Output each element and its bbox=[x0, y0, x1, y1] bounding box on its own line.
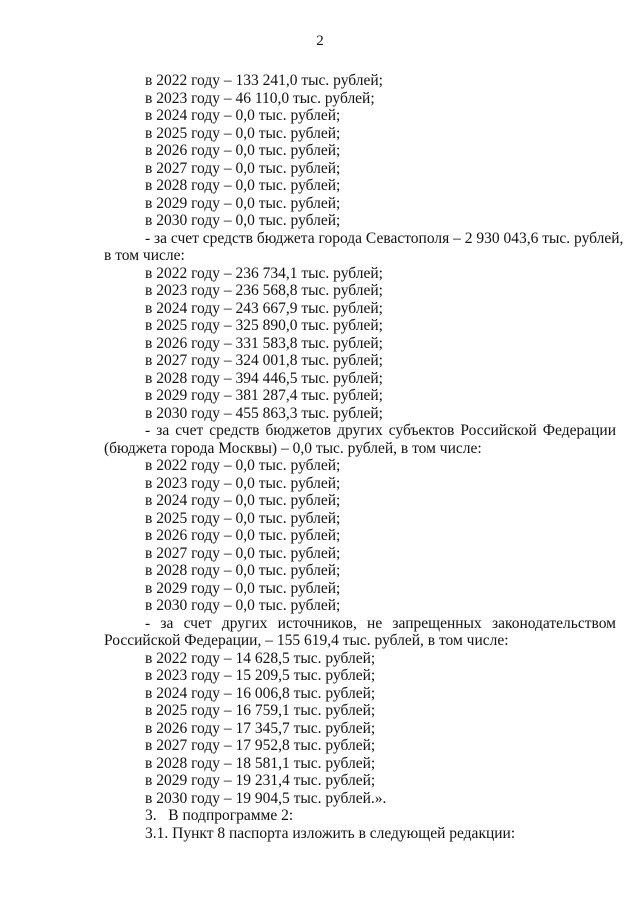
funding-year-line: в 2028 году – 18 581,1 тыс. рублей; bbox=[145, 754, 376, 772]
funding-year-line: в 2030 году – 0,0 тыс. рублей; bbox=[145, 212, 341, 229]
paragraph-line: - за счет средств бюджета города Севастополя – 2 930 043,6 тыс. рублей, bbox=[145, 229, 624, 247]
funding-year-line: в 2025 году – 325 890,0 тыс. рублей; bbox=[145, 317, 383, 334]
document-body bbox=[104, 72, 624, 842]
funding-year-line: в 2023 году – 46 110,0 тыс. рублей; bbox=[145, 89, 375, 107]
funding-year-line: в 2029 году – 381 287,4 тыс. рублей; bbox=[145, 387, 383, 404]
funding-year-line: в 2024 году – 243 667,9 тыс. рублей; bbox=[145, 299, 383, 317]
funding-year-line: в 2028 году – 0,0 тыс. рублей; bbox=[145, 177, 341, 194]
item-3-heading: 3. В подпрограмме 2: bbox=[145, 807, 294, 824]
funding-year-line: в 2027 году – 17 952,8 тыс. рублей; bbox=[145, 737, 376, 754]
funding-year-line: в 2022 году – 236 734,1 тыс. рублей; bbox=[145, 264, 383, 282]
funding-year-line: в 2024 году – 0,0 тыс. рублей; bbox=[145, 492, 341, 509]
funding-year-line: в 2030 году – 455 863,3 тыс. рублей; bbox=[145, 404, 383, 422]
funding-year-line: в 2027 году – 324 001,8 тыс. рублей; bbox=[145, 352, 383, 369]
funding-year-line: в 2023 году – 0,0 тыс. рублей; bbox=[145, 474, 341, 492]
paragraph-line: - за счет других источников, не запрещенных законодательством bbox=[145, 614, 616, 632]
funding-list-federal bbox=[104, 72, 616, 230]
funding-year-line: в 2027 году – 0,0 тыс. рублей; bbox=[145, 544, 341, 562]
funding-list-sevastopol bbox=[104, 265, 616, 423]
funding-list-other bbox=[104, 650, 616, 808]
paragraph-line: Российской Федерации, – 155 619,4 тыс. рублей, в том числе: bbox=[104, 632, 509, 649]
paragraph-line: в том числе: bbox=[104, 247, 185, 264]
item-3-1-heading: 3.1. Пункт 8 паспорта изложить в следующей редакции: bbox=[145, 824, 516, 842]
funding-year-line: в 2022 году – 0,0 тыс. рублей; bbox=[145, 457, 341, 474]
funding-year-line: в 2026 году – 331 583,8 тыс. рублей; bbox=[145, 334, 383, 352]
funding-year-line: в 2027 году – 0,0 тыс. рублей; bbox=[145, 159, 341, 177]
funding-year-line: в 2026 году – 17 345,7 тыс. рублей; bbox=[145, 719, 376, 737]
funding-year-line: в 2029 году – 0,0 тыс. рублей; bbox=[145, 579, 341, 597]
funding-year-line: в 2029 году – 19 231,4 тыс. рублей; bbox=[145, 772, 376, 789]
funding-year-line: в 2023 году – 236 568,8 тыс. рублей; bbox=[145, 282, 383, 299]
funding-year-line: в 2026 году – 0,0 тыс. рублей; bbox=[145, 527, 341, 544]
funding-year-line: в 2025 году – 0,0 тыс. рублей; bbox=[145, 509, 341, 527]
paragraph-other-sources bbox=[104, 615, 616, 650]
funding-year-line: в 2030 году – 0,0 тыс. рублей; bbox=[145, 597, 341, 614]
funding-year-line: в 2025 году – 0,0 тыс. рублей; bbox=[145, 124, 341, 142]
funding-year-line: в 2030 году – 19 904,5 тыс. рублей.». bbox=[145, 789, 387, 807]
page-number: 2 bbox=[316, 33, 324, 49]
funding-year-line: в 2024 году – 16 006,8 тыс. рублей; bbox=[145, 684, 376, 702]
funding-year-line: в 2022 году – 14 628,5 тыс. рублей; bbox=[145, 649, 376, 667]
funding-year-line: в 2028 году – 0,0 тыс. рублей; bbox=[145, 562, 341, 579]
funding-year-line: в 2023 году – 15 209,5 тыс. рублей; bbox=[145, 667, 376, 684]
funding-year-line: в 2026 году – 0,0 тыс. рублей; bbox=[145, 142, 341, 159]
funding-year-line: в 2022 году – 133 241,0 тыс. рублей; bbox=[145, 72, 383, 89]
paragraph-moscow-budget bbox=[104, 422, 616, 457]
funding-year-line: в 2025 году – 16 759,1 тыс. рублей; bbox=[145, 702, 376, 719]
paragraph-line: - за счет средств бюджетов других субъектов Российской Федерации bbox=[145, 422, 616, 439]
paragraph-sevastopol-budget bbox=[104, 229, 624, 265]
funding-year-line: в 2029 году – 0,0 тыс. рублей; bbox=[145, 194, 341, 212]
paragraph-line: (бюджета города Москвы) – 0,0 тыс. рублей, в том числе: bbox=[104, 439, 482, 457]
funding-list-moscow bbox=[104, 457, 616, 615]
funding-year-line: в 2028 году – 394 446,5 тыс. рублей; bbox=[145, 369, 383, 387]
funding-year-line: в 2024 году – 0,0 тыс. рублей; bbox=[145, 107, 341, 124]
